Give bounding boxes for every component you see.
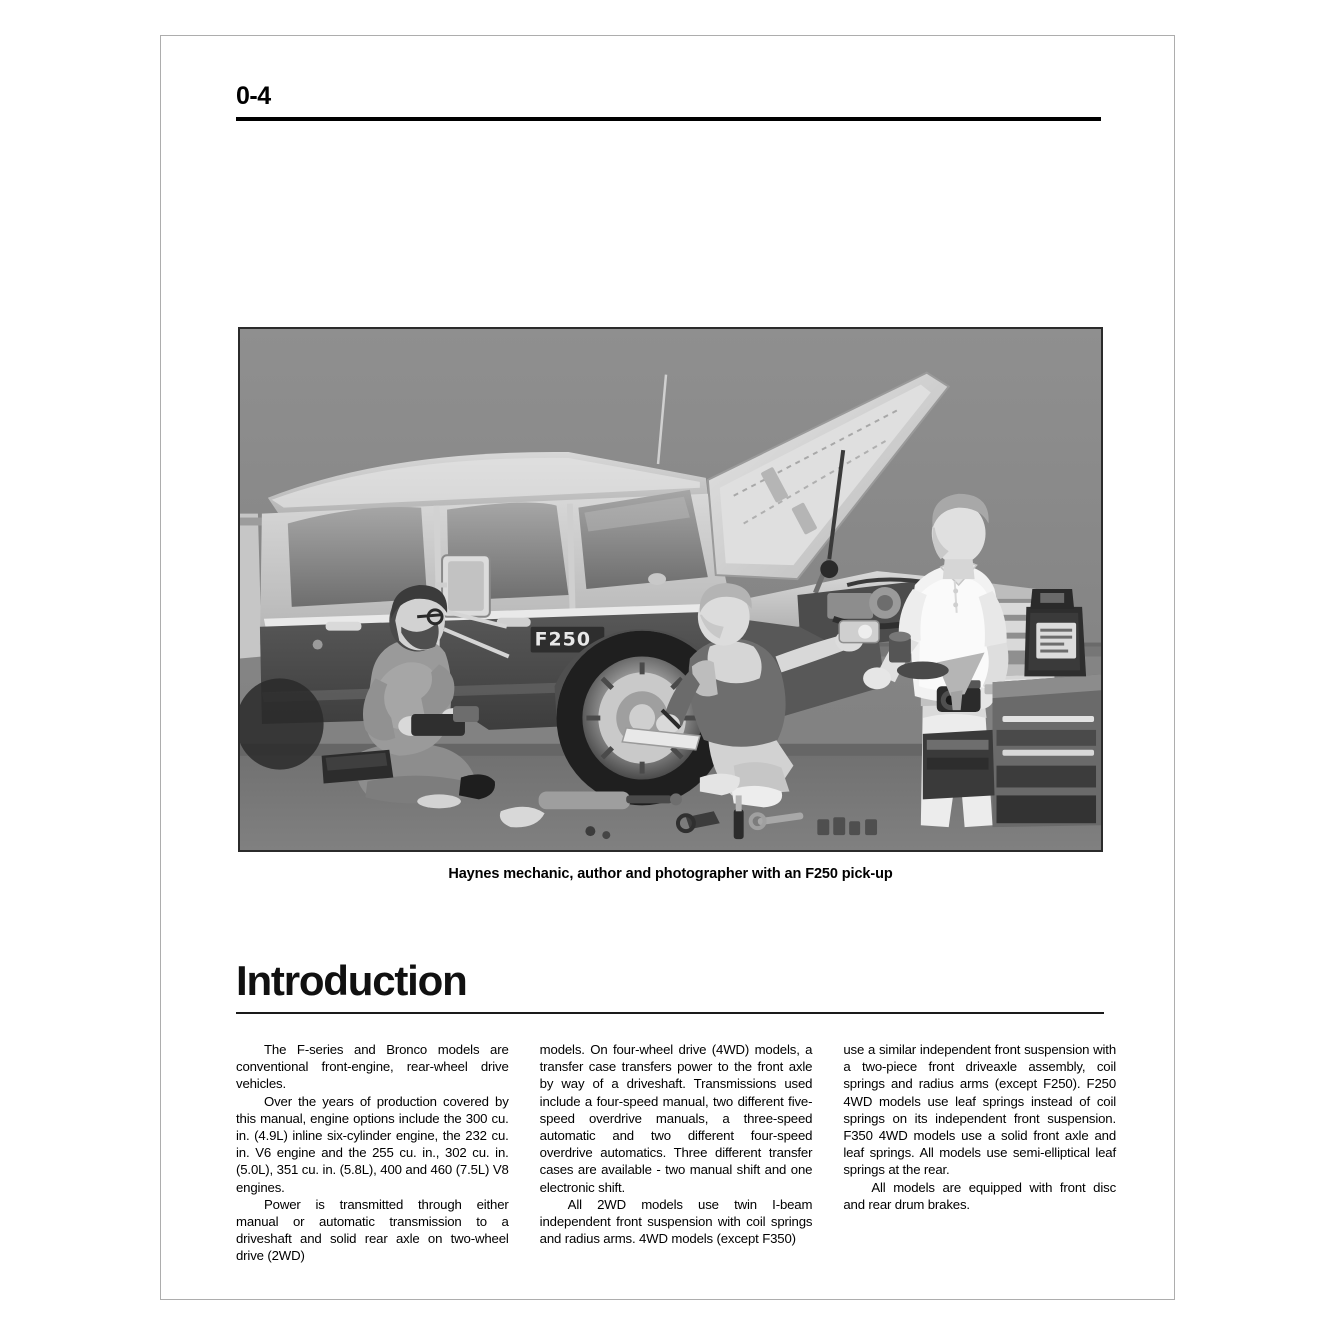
workshop-photo-illustration bbox=[240, 329, 1101, 850]
section-title: Introduction bbox=[236, 957, 467, 1004]
section-divider bbox=[236, 1012, 1104, 1014]
photo-caption: Haynes mechanic, author and photographer with an F250 pick-up bbox=[448, 866, 893, 882]
paragraph: All models are equipped with front disc and rear drum brakes. bbox=[843, 1179, 1117, 1212]
page-header bbox=[236, 81, 1101, 121]
body-column-1 bbox=[236, 1041, 509, 1265]
introduction-heading-block bbox=[236, 958, 1104, 1014]
paragraph: Over the years of production covered by this manual, engine options include the 300 cu. in. (4.9L) inline six-cylinder engine, the 232 cu. in. V6 engine and the 255 cu. in., 302 cu. in. (5.0L), 351 cu. in. (5.8L), 400 and 460 (7.5L) V8 engines. bbox=[236, 1093, 509, 1195]
paragraph: The F-series and Bronco models are conventional front-engine, rear-wheel drive vehicles. bbox=[236, 1042, 509, 1092]
body-column-2 bbox=[540, 1041, 813, 1265]
paragraph: use a similar independent front suspension with a two-piece front driveaxle assembly, coil springs and radius arms (except F250). F250 4WD models use leaf springs instead of coil springs on its independent front suspension. F350 4WD models use a solid front axle and leaf springs. All models use semi-elliptical leaf springs at the rear. bbox=[843, 1042, 1117, 1178]
photo-block bbox=[238, 327, 1103, 882]
body-column-3 bbox=[843, 1041, 1116, 1265]
photo-frame bbox=[238, 327, 1103, 852]
body-columns bbox=[236, 1041, 1116, 1265]
paragraph: models. On four-wheel drive (4WD) models, a transfer case transfers power to the front axle by way of a driveshaft. Transmissions used include a four-speed manual, two different five-speed overdrive manuals, a three-speed automatic and two different four-speed overdrive automatics. Three different transfer cases are available - two manual shift and one electronic shift. bbox=[539, 1042, 813, 1195]
page-frame bbox=[160, 35, 1175, 1300]
svg-text:F250: F250 bbox=[534, 628, 591, 651]
header-divider bbox=[236, 117, 1101, 121]
paragraph: Power is transmitted through either manual or automatic transmission to a driveshaft and solid rear axle on two-wheel drive (2WD) bbox=[236, 1196, 509, 1264]
page-number: 0-4 bbox=[236, 82, 271, 110]
paragraph: All 2WD models use twin I-beam independent front suspension with coil springs and radius arms. 4WD models (except F350) bbox=[539, 1196, 813, 1247]
